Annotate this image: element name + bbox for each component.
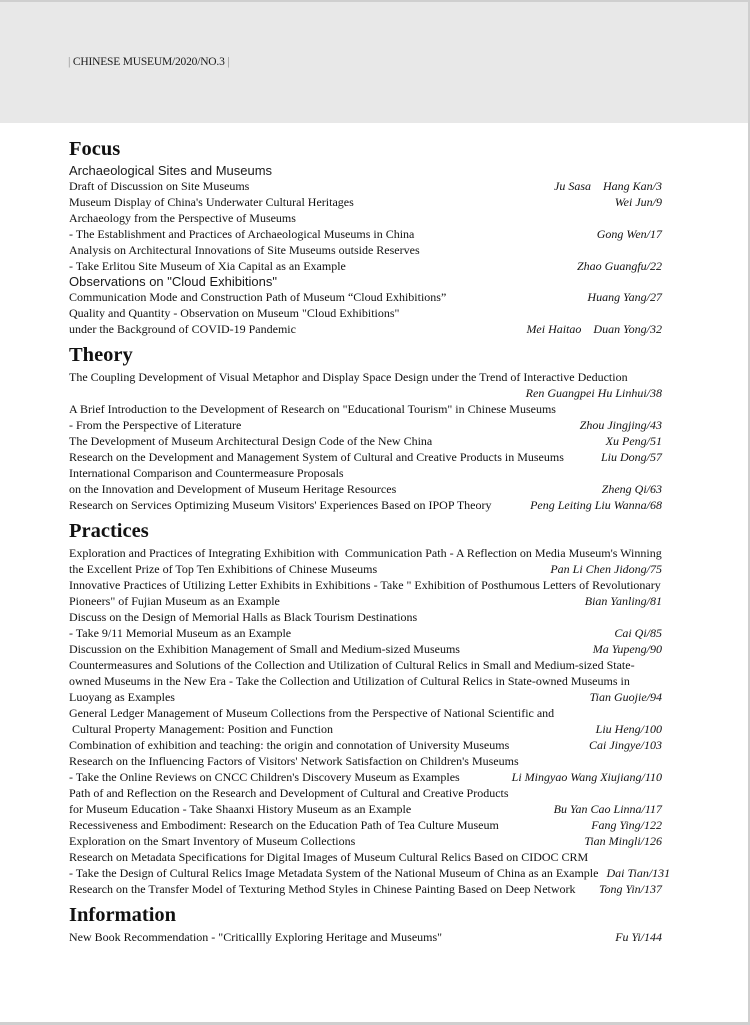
- toc-entry[interactable]: [69, 929, 662, 945]
- toc-entry-line: [69, 465, 662, 481]
- section-heading: Information: [69, 904, 177, 926]
- article-title: Combination of exhibition and teaching: the origin and connotation of University Museums: [69, 738, 510, 752]
- article-title: - Take the Design of Cultural Relics Image Metadata System of the National Museum of China as an Example: [69, 866, 599, 880]
- toc-entry[interactable]: [69, 401, 662, 433]
- article-title: Quality and Quantity - Observation on Museum "Cloud Exhibitions": [69, 306, 400, 320]
- article-title: for Museum Education - Take Shaanxi History Museum as an Example: [69, 802, 412, 816]
- toc-entry-line: [69, 258, 662, 274]
- toc-entry[interactable]: [69, 194, 662, 210]
- toc-entry-line: [69, 865, 671, 881]
- divider-left: |: [68, 54, 71, 68]
- toc-entry-line: [69, 721, 662, 737]
- toc-entry-line: [69, 705, 662, 721]
- author-page: Cai Jingye/103: [589, 738, 662, 752]
- toc-entry-line: [69, 929, 662, 945]
- author-page: Huang Yang/27: [587, 290, 662, 304]
- author-page: Zhao Guangfu/22: [576, 259, 662, 273]
- section-heading: Practices: [69, 520, 149, 542]
- section-practices: [69, 519, 671, 897]
- toc-entry-line: [69, 801, 662, 817]
- author-page: Zheng Qi/63: [601, 482, 662, 496]
- article-title: Exploration and Practices of Integrating Exhibition with Communication Path - A Reflection on Media Museum's Winning: [69, 546, 662, 560]
- toc-entry-line: [69, 242, 662, 258]
- toc-entry-line: [69, 625, 662, 641]
- toc-entry[interactable]: [69, 881, 662, 897]
- toc-entry-line: [69, 657, 662, 673]
- author-page: Tian Guojie/94: [589, 690, 662, 704]
- toc-entry[interactable]: [69, 497, 662, 513]
- author-page: Ju Sasa Hang Kan/3: [554, 179, 662, 193]
- toc-entry-line: [69, 753, 662, 769]
- toc-entry[interactable]: [69, 705, 662, 737]
- section-heading: Theory: [69, 344, 133, 366]
- toc-entry[interactable]: [69, 178, 662, 194]
- article-title: Exploration on the Smart Inventory of Museum Collections: [69, 834, 356, 848]
- article-title: on the Innovation and Development of Museum Heritage Resources: [69, 482, 397, 496]
- toc-entry-line: [69, 737, 662, 753]
- toc-entry-line: [69, 609, 662, 625]
- author-page: Zhou Jingjing/43: [579, 418, 662, 432]
- author-page: Liu Dong/57: [600, 450, 662, 464]
- toc-entry[interactable]: [69, 210, 662, 242]
- toc-entry[interactable]: [69, 465, 662, 497]
- author-page: Li Mingyao Wang Xiujiang/110: [511, 770, 662, 784]
- article-title: - Take 9/11 Memorial Museum as an Example: [69, 626, 292, 640]
- toc-entry-line: [69, 881, 662, 897]
- subsection-heading: Archaeological Sites and Museums: [69, 163, 273, 178]
- article-title: New Book Recommendation - "Criticallly Exploring Heritage and Museums": [69, 930, 443, 944]
- toc-entry[interactable]: [69, 449, 662, 465]
- article-title: - Take Erlitou Site Museum of Xia Capital as an Example: [69, 259, 346, 273]
- toc-entry[interactable]: [69, 289, 662, 305]
- toc-entry-line: [69, 641, 662, 657]
- author-page: Gong Wen/17: [596, 227, 662, 241]
- author-page: Tong Yin/137: [598, 882, 662, 896]
- toc-entry-line: [69, 481, 662, 497]
- toc-entry-line: [69, 497, 662, 513]
- toc-entry[interactable]: [69, 657, 662, 705]
- toc-entry[interactable]: [69, 753, 662, 785]
- article-title: Analysis on Architectural Innovations of Site Museums outside Reserves: [69, 243, 420, 257]
- article-title: Draft of Discussion on Site Museums: [69, 179, 250, 193]
- toc-entry-line: [69, 385, 662, 401]
- article-title: - The Establishment and Practices of Archaeological Museums in China: [69, 227, 415, 241]
- toc-entry[interactable]: [69, 242, 662, 274]
- article-title: Pioneers" of Fujian Museum as an Example: [69, 594, 280, 608]
- toc-entry-line: [69, 433, 662, 449]
- toc-entry-line: [69, 785, 662, 801]
- toc-entry-line: [69, 369, 662, 385]
- article-title: Archaeology from the Perspective of Museums: [69, 211, 296, 225]
- toc-entry-line: [69, 769, 662, 785]
- article-title: Recessiveness and Embodiment: Research on the Education Path of Tea Culture Museum: [69, 818, 499, 832]
- section-theory: [69, 343, 662, 513]
- divider-right: |: [227, 54, 230, 68]
- toc-entry-line: [69, 226, 662, 242]
- journal-id-text: CHINESE MUSEUM/2020/NO.3: [72, 56, 225, 68]
- toc-entry[interactable]: [69, 369, 662, 401]
- article-title: Discuss on the Design of Memorial Halls as Black Tourism Destinations: [69, 610, 418, 624]
- toc-entry-line: [69, 417, 662, 433]
- article-title: under the Background of COVID-19 Pandemic: [69, 322, 296, 336]
- toc-entry[interactable]: [69, 305, 662, 337]
- toc-entry-line: [69, 545, 662, 561]
- article-title: Path of and Reflection on the Research and Development of Cultural and Creative Products: [69, 786, 509, 800]
- toc-entry-line: [69, 305, 662, 321]
- subsection-heading: Observations on "Cloud Exhibitions": [69, 274, 277, 289]
- article-title: Research on the Development and Management System of Cultural and Creative Products in Museums: [69, 450, 564, 464]
- author-page: Liu Heng/100: [595, 722, 662, 736]
- author-page: Peng Leiting Liu Wanna/68: [530, 498, 662, 512]
- article-title: Research on the Influencing Factors of Visitors' Network Satisfaction on Children's Museums: [69, 754, 519, 768]
- author-page: Wei Jun/9: [614, 195, 662, 209]
- section-heading: Focus: [69, 138, 121, 160]
- toc-entry-line: [69, 673, 662, 689]
- author-page: Pan Li Chen Jidong/75: [550, 562, 662, 576]
- toc-entry-line: [69, 689, 662, 705]
- author-page: Fang Ying/122: [591, 818, 662, 832]
- toc-entry-line: [69, 449, 662, 465]
- section-information: [69, 903, 662, 945]
- article-title: Luoyang as Examples: [69, 690, 175, 704]
- article-title: Research on the Transfer Model of Texturing Method Styles in Chinese Painting Based on Deep Network: [69, 882, 576, 896]
- toc-entry[interactable]: [69, 833, 662, 849]
- article-title: The Development of Museum Architectural Design Code of the New China: [69, 434, 433, 448]
- article-title: Discussion on the Exhibition Management of Small and Medium-sized Museums: [69, 642, 460, 656]
- author-page: Bu Yan Cao Linna/117: [553, 802, 662, 816]
- toc-entry[interactable]: [69, 577, 662, 609]
- author-page: Ma Yupeng/90: [592, 642, 662, 656]
- toc-entry[interactable]: [69, 433, 662, 449]
- toc-entry-line: [69, 289, 662, 305]
- author-page: Xu Peng/51: [605, 434, 662, 448]
- toc-entry-line: [69, 577, 662, 593]
- article-title: Cultural Property Management: Position and Function: [69, 722, 333, 736]
- author-page: Dai Tian/131: [606, 866, 671, 880]
- toc-entry-line: [69, 561, 662, 577]
- toc-entry-line: [69, 833, 662, 849]
- toc-entry-line: [69, 210, 662, 226]
- article-title: Communication Mode and Construction Path of Museum “Cloud Exhibitions”: [69, 290, 447, 304]
- toc-entry-line: [69, 194, 662, 210]
- toc-entry-line: [69, 593, 662, 609]
- toc-entry-line: [69, 849, 662, 865]
- article-title: The Coupling Development of Visual Metaphor and Display Space Design under the Trend of Interactive Deduction: [69, 370, 628, 384]
- author-page: Cai Qi/85: [614, 626, 662, 640]
- author-page: Tian Mingli/126: [584, 834, 662, 848]
- toc-entry[interactable]: [69, 641, 662, 657]
- article-title: - Take the Online Reviews on CNCC Children's Discovery Museum as Examples: [69, 770, 460, 784]
- author-page: Fu Yi/144: [615, 930, 662, 944]
- toc-entry[interactable]: [69, 849, 671, 881]
- section-focus: [69, 137, 662, 337]
- table-of-contents: [69, 137, 671, 951]
- article-title: Research on Metadata Specifications for Digital Images of Museum Cultural Relics Based on CIDOC CRM: [69, 850, 589, 864]
- article-title: International Comparison and Countermeasure Proposals: [69, 466, 344, 480]
- toc-entry-line: [69, 178, 662, 194]
- article-title: A Brief Introduction to the Development of Research on "Educational Tourism" in Chinese Museums: [69, 402, 556, 416]
- toc-entry[interactable]: [69, 737, 662, 753]
- article-title: General Ledger Management of Museum Collections from the Perspective of National Scientific and: [69, 706, 555, 720]
- toc-entry-line: [69, 817, 662, 833]
- article-title: Innovative Practices of Utilizing Letter Exhibits in Exhibitions - Take " Exhibition of Posthumous Letters of Revolutionary: [69, 578, 661, 592]
- journal-running-head: [68, 54, 230, 69]
- toc-entry-line: [69, 401, 662, 417]
- toc-entry[interactable]: [69, 545, 662, 577]
- article-title: the Excellent Prize of Top Ten Exhibitions of Chinese Museums: [69, 562, 378, 576]
- author-page: Bian Yanling/81: [584, 594, 662, 608]
- article-title: Research on Services Optimizing Museum Visitors' Experiences Based on IPOP Theory: [69, 498, 492, 512]
- toc-entry-line: [69, 321, 662, 337]
- toc-entry[interactable]: [69, 785, 662, 817]
- toc-entry[interactable]: [69, 817, 662, 833]
- toc-entry[interactable]: [69, 609, 662, 641]
- article-title: Museum Display of China's Underwater Cultural Heritages: [69, 195, 354, 209]
- article-title: - From the Perspective of Literature: [69, 418, 242, 432]
- article-title: Countermeasures and Solutions of the Collection and Utilization of Cultural Relics in Small and Medium-sized State-: [69, 658, 635, 672]
- header-band: [0, 2, 748, 123]
- article-title: owned Museums in the New Era - Take the Collection and Utilization of Cultural Relics in State-owned Museums in: [69, 674, 630, 688]
- author-page: Ren Guangpei Hu Linhui/38: [525, 386, 662, 400]
- author-page: Mei Haitao Duan Yong/32: [526, 322, 662, 336]
